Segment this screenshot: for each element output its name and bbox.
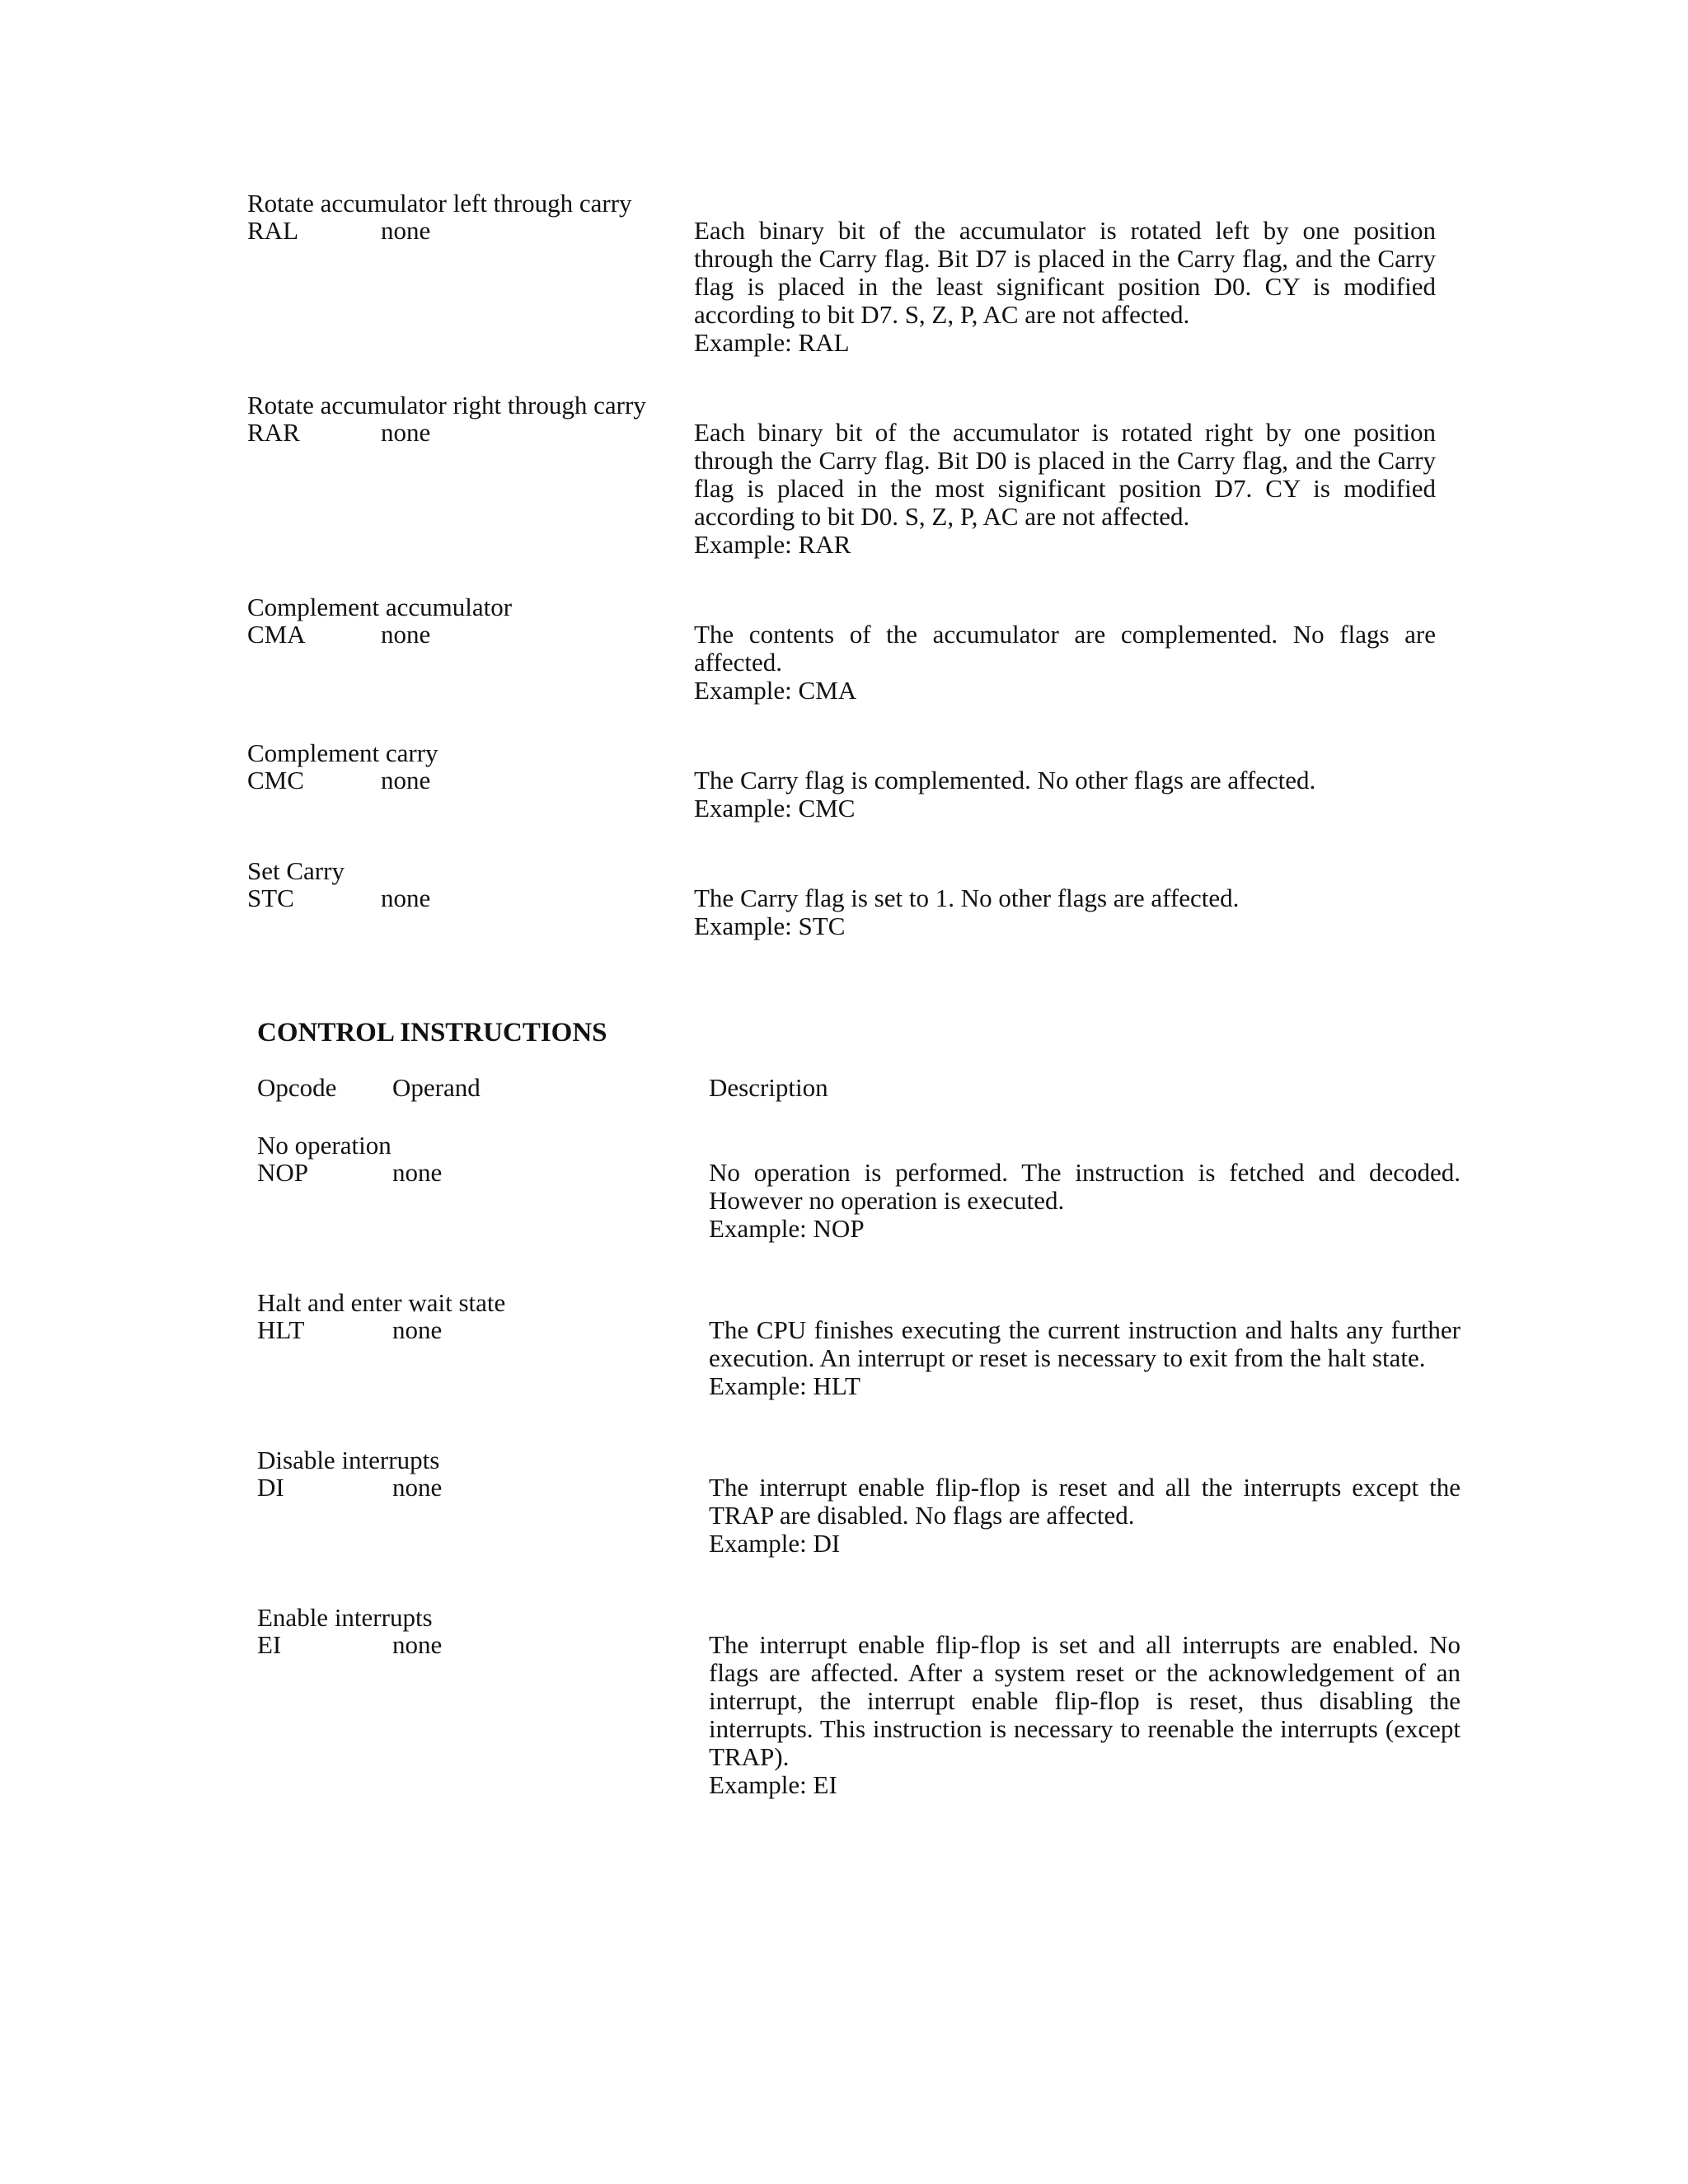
instruction-description	[694, 621, 1436, 705]
description-text: No operation is performed. The instruction is fetched and decoded. However no operation is executed.	[709, 1158, 1461, 1215]
instruction-description	[709, 1474, 1461, 1558]
example-text: Example: DI	[709, 1529, 841, 1558]
instruction-title: No operation	[257, 1131, 392, 1160]
operand: none	[381, 216, 431, 245]
description-text: The Carry flag is set to 1. No other flags are affected.	[694, 883, 1240, 912]
instruction-description	[694, 884, 1436, 940]
instruction-description	[709, 1159, 1461, 1243]
instruction-description	[709, 1631, 1461, 1799]
operand: none	[392, 1315, 443, 1344]
instruction-title: Complement carry	[247, 738, 438, 767]
example-text: Example: NOP	[709, 1214, 865, 1243]
description-text: Each binary bit of the accumulator is rotated left by one position through the Carry flag. Bit D7 is placed in the Carry flag, and the Carry flag is placed in the least significant position D0. CY is modified according to bit D7. S, Z, P, AC are not affected.	[694, 216, 1436, 329]
example-text: Example: EI	[709, 1770, 837, 1799]
description-text: The Carry flag is complemented. No other flags are affected.	[694, 766, 1316, 794]
operand: none	[392, 1473, 443, 1502]
example-text: Example: STC	[694, 912, 846, 940]
description-text: The interrupt enable flip-flop is set and all interrupts are enabled. No flags are affected. After a system reset or the acknowledgement of an interrupt, the interrupt enable flip-flop is reset, thus disabling the interrupts. This instruction is necessary to reenable the interrupts (except TRAP).	[709, 1630, 1461, 1771]
logical-instructions-continued	[247, 190, 1442, 940]
opcode: STC	[247, 883, 294, 912]
description-text: The contents of the accumulator are complemented. No flags are affected.	[694, 620, 1436, 677]
description-text: The interrupt enable flip-flop is reset and all the interrupts except the TRAP are disabled. No flags are affected.	[709, 1473, 1461, 1530]
opcode: CMA	[247, 620, 306, 649]
instruction-title: Set Carry	[247, 856, 345, 885]
instruction-title: Halt and enter wait state	[257, 1288, 506, 1317]
instruction-entry-ral	[247, 190, 1442, 357]
example-text: Example: HLT	[709, 1371, 860, 1400]
control-instructions-section	[257, 1018, 1462, 1799]
example-text: Example: RAL	[694, 328, 850, 357]
example-text: Example: CMC	[694, 794, 856, 823]
instruction-title: Rotate accumulator right through carry	[247, 391, 646, 419]
opcode: RAR	[247, 418, 300, 447]
operand: none	[381, 418, 431, 447]
instruction-title: Disable interrupts	[257, 1446, 440, 1474]
operand: none	[381, 620, 431, 649]
instruction-description	[694, 217, 1436, 357]
operand: none	[392, 1630, 443, 1659]
example-text: Example: RAR	[694, 530, 851, 559]
instruction-title: Enable interrupts	[257, 1603, 433, 1632]
opcode: EI	[257, 1630, 282, 1659]
instruction-title: Complement accumulator	[247, 593, 513, 621]
instruction-description	[694, 766, 1436, 823]
instruction-title: Rotate accumulator left through carry	[247, 189, 632, 218]
opcode: RAL	[247, 216, 298, 245]
instruction-entry-cma	[247, 593, 1442, 705]
opcode: HLT	[257, 1315, 305, 1344]
column-header-operand: Operand	[392, 1073, 481, 1102]
instruction-entry-stc	[247, 857, 1442, 940]
operand: none	[381, 766, 431, 794]
instruction-entry-nop	[257, 1132, 1462, 1243]
opcode: CMC	[247, 766, 304, 794]
column-headers	[257, 1074, 1462, 1104]
column-header-description: Description	[709, 1073, 828, 1102]
column-header-opcode: Opcode	[257, 1073, 337, 1102]
operand: none	[392, 1158, 443, 1187]
operand: none	[381, 883, 431, 912]
section-heading: CONTROL INSTRUCTIONS	[257, 1018, 607, 1047]
opcode: DI	[257, 1473, 284, 1502]
instruction-entry-hlt	[257, 1289, 1462, 1400]
description-text: Each binary bit of the accumulator is rotated right by one position through the Carry flag. Bit D0 is placed in the Carry flag, and the Carry flag is placed in the most significant position D7. CY is modified according to bit D0. S, Z, P, AC are not affected.	[694, 418, 1436, 531]
instruction-description	[694, 419, 1436, 559]
opcode: NOP	[257, 1158, 309, 1187]
description-text: The CPU finishes executing the current instruction and halts any further execution. An interrupt or reset is necessary to exit from the halt state.	[709, 1315, 1461, 1372]
example-text: Example: CMA	[694, 676, 857, 705]
instruction-entry-di	[257, 1446, 1462, 1558]
instruction-entry-cmc	[247, 739, 1442, 823]
instruction-entry-ei	[257, 1604, 1462, 1799]
instruction-description	[709, 1316, 1461, 1400]
instruction-entry-rar	[247, 391, 1442, 559]
